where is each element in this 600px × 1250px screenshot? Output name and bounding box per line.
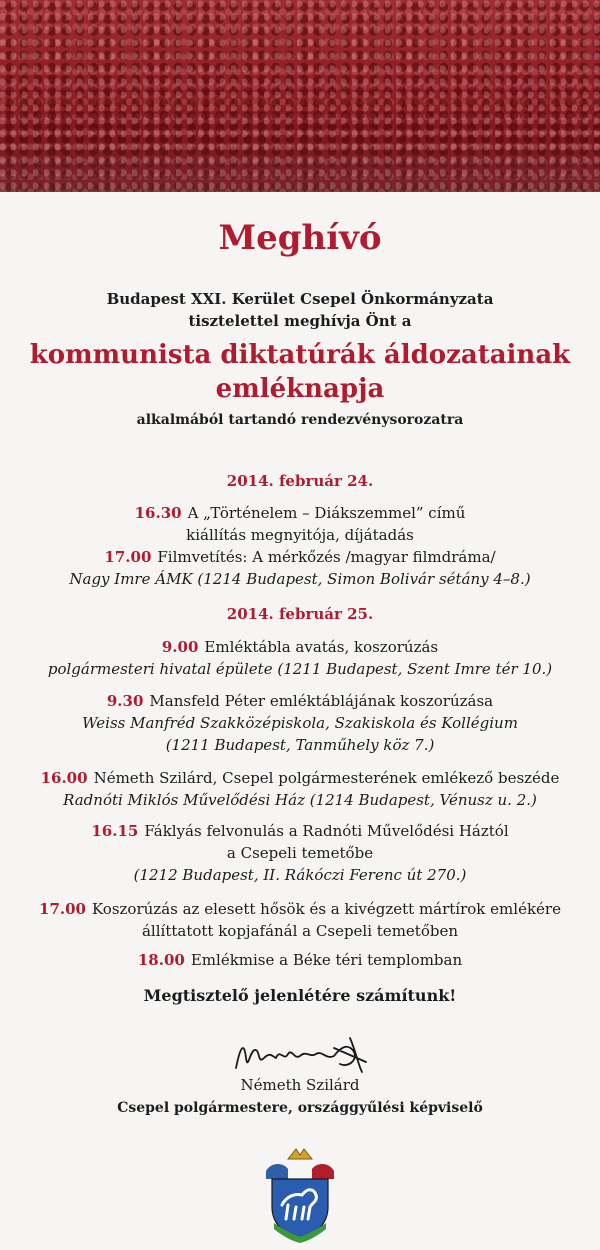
event-venue: Radnóti Miklós Művelődési Ház (1214 Budapest, Vénusz u. 2.) bbox=[63, 791, 537, 809]
event-item bbox=[0, 502, 600, 546]
event-time: 9.00 bbox=[161, 638, 199, 656]
event-time: 9.30 bbox=[106, 692, 144, 710]
intro-line-2: tisztelettel meghívja Önt a bbox=[188, 312, 412, 330]
crest-icon bbox=[258, 1145, 342, 1245]
event-item bbox=[0, 546, 600, 590]
event-venue: Nagy Imre ÁMK (1214 Budapest, Simon Bolivár sétány 4–8.) bbox=[69, 570, 531, 588]
event-item bbox=[0, 690, 600, 756]
date-day-1: 2014. február 24. bbox=[226, 472, 374, 490]
headline-line-1: kommunista diktatúrák áldozatainak bbox=[29, 340, 571, 370]
event-time: 16.00 bbox=[40, 769, 88, 787]
invitation-title: Meghívó bbox=[218, 218, 382, 258]
signatory-name: Németh Szilárd bbox=[240, 1076, 360, 1094]
event-title: Koszorúzás az elesett hősök és a kivégzett mártírok emlékére bbox=[92, 900, 561, 918]
signature-icon bbox=[230, 1028, 380, 1078]
event-title-cont: a Csepeli temetőbe bbox=[226, 844, 374, 862]
signatory-role: Csepel polgármestere, országgyűlési képviselő bbox=[117, 1100, 483, 1116]
intro-outro: alkalmából tartandó rendezvénysorozatra bbox=[136, 412, 464, 428]
event-title: Fáklyás felvonulás a Radnóti Művelődési Háztól bbox=[144, 822, 509, 840]
event-venue: polgármesteri hivatal épülete (1211 Budapest, Szent Imre tér 10.) bbox=[47, 660, 553, 678]
event-time: 17.00 bbox=[104, 548, 152, 566]
event-time: 18.00 bbox=[137, 951, 185, 969]
event-title: Emléktábla avatás, koszorúzás bbox=[204, 638, 439, 656]
header-photo-banner bbox=[0, 0, 600, 192]
event-venue: (1212 Budapest, II. Rákóczi Ferenc út 270.) bbox=[133, 866, 467, 884]
event-title: Emlékmise a Béke téri templomban bbox=[190, 951, 463, 969]
intro-line-1: Budapest XXI. Kerület Csepel Önkormányzata bbox=[106, 290, 494, 308]
event-item bbox=[0, 949, 600, 971]
event-title: Németh Szilárd, Csepel polgármesterének emlékező beszéde bbox=[93, 769, 560, 787]
event-title-cont: állíttatott kopjafánál a Csepeli temetőben bbox=[141, 922, 458, 940]
event-title: A „Történelem – Diákszemmel” című bbox=[187, 504, 466, 522]
event-venue: Weiss Manfréd Szakközépiskola, Szakiskola és Kollégium bbox=[82, 714, 518, 732]
event-item bbox=[0, 767, 600, 811]
event-time: 17.00 bbox=[39, 900, 86, 918]
event-title: Filmvetítés: A mérkőzés /magyar filmdráma/ bbox=[157, 548, 496, 566]
date-day-2: 2014. február 25. bbox=[226, 605, 374, 623]
event-item bbox=[0, 820, 600, 886]
headline-line-2: emléknapja bbox=[215, 374, 385, 404]
event-title: Mansfeld Péter emléktáblájának koszorúzása bbox=[149, 692, 494, 710]
event-item bbox=[0, 898, 600, 942]
event-venue-address: (1211 Budapest, Tanműhely köz 7.) bbox=[165, 736, 435, 754]
event-time: 16.30 bbox=[134, 504, 182, 522]
closing-line: Megtisztelő jelenlétére számítunk! bbox=[143, 986, 457, 1005]
event-title-cont: kiállítás megnyitója, díjátadás bbox=[186, 526, 414, 544]
event-item bbox=[0, 636, 600, 680]
event-time: 16.15 bbox=[91, 822, 139, 840]
